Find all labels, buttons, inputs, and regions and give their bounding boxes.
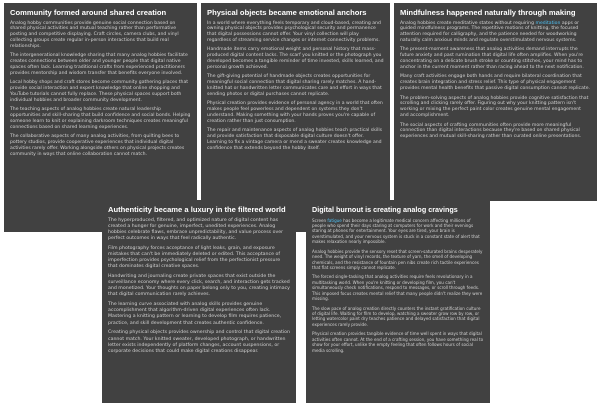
card-paragraph: The slow pace of analog creation directly counters the instant gratification culture of digital life. Waiting for film to develop, watching a sweater grow row by row, or letting watercolor paint dry teaches patience and delayed satisfaction that digital experiences rarely provide.	[312, 305, 481, 327]
card-mindfulness	[394, 3, 597, 201]
highlighted-term: fatigue	[327, 217, 342, 223]
card-paragraph: Film photography forces acceptance of light leaks, grain, and exposure mistakes that can't be immediately deleted or edited. This acceptance of imperfection provides psychological relief from the perfectionist pressure that dominates digital creative spaces.	[108, 245, 281, 270]
card-authenticity	[102, 200, 296, 403]
card-paragraph: In a world where everything feels temporary and cloud-based, creating and owning physical objects provides psychological security and permanence that digital possessions cannot offer. Your vinyl collection will play regardless of streaming service changes or internet connectivity problems.	[207, 20, 381, 44]
card-paragraph: Analog hobbies provide the sensory reset that screen-saturated brains desperately need. The weight of vinyl records, the texture of yarn, the smell of developing chemicals, and the resistance of fountain pen nibs create rich tactile experiences that flat screens simply cannot replicate.	[312, 248, 483, 271]
card-paragraph: Analog hobby communities provide genuine social connection based on shared physical activities and mutual teaching rather than performative posting and competitive displaying. Craft circles, camera clubs, and vinyl collecting groups create regular in-person interactions that build real relationships.	[10, 20, 179, 49]
card-community	[4, 3, 197, 232]
card-paragraph: Handwriting and journaling create private spaces that exist outside the surveillance economy where every click, search, and interaction gets tracked and monetized. Your thoughts on paper belong only to you, creating intimacy that digital communication rarely achieves.	[108, 273, 290, 298]
card-title: Physical objects became emotional anchors	[207, 8, 367, 17]
card-paragraph: Many craft activities engage both hands and require bilateral coordination that creates brain integration and stress relief. This type of physical engagement provides mental health benefits that passive digital consumption cannot replicate.	[400, 74, 590, 92]
card-paragraph: The repair and maintenance aspects of analog hobbies teach practical skills and provide satisfaction that disposable digital culture doesn't offer. Learning to fix a vintage camera or mend a sweater creates knowledge and confidence that extends beyond the hobby itself.	[207, 128, 383, 151]
card-paragraph: Analog hobbies create meditative states without requiring meditation apps or guided mindfulness programs. The repetitive motions of knitting, the focused attention required for calligraphy, and the patience needed for woodworking naturally calm anxious minds and regulate overstimulated nervous systems.	[400, 20, 580, 44]
card-paragraph: Local hobby shops and craft stores become community gathering places that provide social interaction and expert knowledge that online shopping and YouTube tutorials cannot fully replace. These physical spaces support both individual hobbies and broader community development.	[10, 80, 189, 103]
card-paragraph: The hyperproduced, filtered, and optimized nature of digital content has created a hunger for genuine, imperfect, unedited experiences. Analog hobbies celebrate flaws, embrace unpredictability, and value process over perfect outcomes in ways that feel radically authentic.	[108, 217, 284, 241]
card-paragraph: The present-moment awareness that analog activities demand interrupts the future anxiety and past rumination that digital life often amplifies. When you're concentrating on a delicate brush stroke or counting stitches, your mind has to anchor in the current moment rather than racing ahead to the next notification.	[400, 47, 584, 70]
card-title: Authenticity became a luxury in the filtered world	[108, 205, 286, 214]
card-digital-burnout	[306, 200, 490, 403]
card-paragraph: Creating physical objects provides ownership and control that digital creation cannot match. Your knitted sweater, developed photograph, or handwritten letter exists independently of platform changes, account suspensions, or corporate decisions that could make digital creations disappear.	[108, 330, 290, 354]
card-paragraph: The problem-solving aspects of analog hobbies provide cognitive satisfaction that scrolling and clicking rarely offer. Figuring out why your knitting pattern isn't working or mixing the perfect paint color creates genuine mental engagement and accomplishment.	[400, 95, 589, 119]
card-paragraph: Screen fatigue has become a legitimate medical concern affecting millions of people who spend their days staring at computers for work and their evenings staring at phones for entertainment. Your eyes are tired, your brain is overstimulated, and your nervous system is stuck in a constant state of alert that makes relaxation nearly impossible.	[312, 217, 480, 245]
card-title: Community formed around shared creation	[10, 8, 167, 17]
card-paragraph: Handmade items carry emotional weight and personal history that mass-produced digital content lacks. The scarf you knitted or the photograph you developed becomes a tangible reminder of time invested, skills learned, and personal growth achieved.	[207, 47, 384, 70]
card-paragraph: Physical creation provides evidence of personal agency in a world that often makes people feel powerless and dependent on systems they don't understand. Making something with your hands proves you're capable of creation rather than just consumption.	[207, 101, 383, 124]
card-paragraph: The forced single-tasking that analog activities require feels revolutionary in a multitasking world. When you're knitting or developing film, you can't simultaneously check notifications, respond to messages, or scroll through feeds. This imposed focus creates mental relief that many people didn't realize they were missing.	[312, 274, 483, 302]
card-title: Digital burnout is creating analog cravings	[312, 205, 458, 214]
card-paragraph: The teaching aspects of analog hobbies create natural leadership opportunities and skill-sharing that build confidence and social bonds. Helping someone learn to knit or explaining darkroom techniques creates meaningful connections based on shared learning experiences.	[10, 107, 191, 130]
card-paragraph: The learning curve associated with analog skills provides genuine accomplishment that algorithm-driven digital experiences often lack. Mastering a knitting pattern or learning to develop film requires patience, practice, and skill development that creates authentic confidence.	[108, 302, 282, 326]
card-paragraph: The social aspects of crafting communities often provide more meaningful connection than digital interactions because they're based on shared physical experiences and mutual skill-sharing rather than curated online presentations.	[400, 122, 582, 140]
card-paragraph: Physical creation provides tangible evidence of time well spent in ways that digital activities often cannot. At the end of a crafting session, you have something real to show for your effort, unlike the empty feeling that often follows hours of social media scrolling.	[312, 331, 484, 353]
highlighted-term: meditation	[535, 20, 561, 26]
card-paragraph: The collaborative aspects of many analog activities, from quilting bees to pottery studios, provide cooperative experiences that individual digital activities rarely offer. Working alongside others on physical projects creates community in ways that online collaboration cannot match.	[10, 134, 185, 157]
card-title: Mindfulness happened naturally through making	[400, 8, 576, 17]
card-paragraph: The gift-giving potential of handmade objects creates opportunities for meaningful social connection that digital sharing rarely matches. A hand-knitted hat or handwritten letter communicates care and effort in ways that sending photos or digital purchases cannot replicate.	[207, 74, 382, 97]
card-paragraph: The intergenerational knowledge sharing that many analog hobbies facilitate creates connections between older and younger people that digital native spaces often lack. Learning traditional crafts from experienced practitioners provides mentorship and wisdom transfer that benefits everyone involved.	[10, 53, 188, 76]
card-physical-objects	[201, 3, 390, 232]
